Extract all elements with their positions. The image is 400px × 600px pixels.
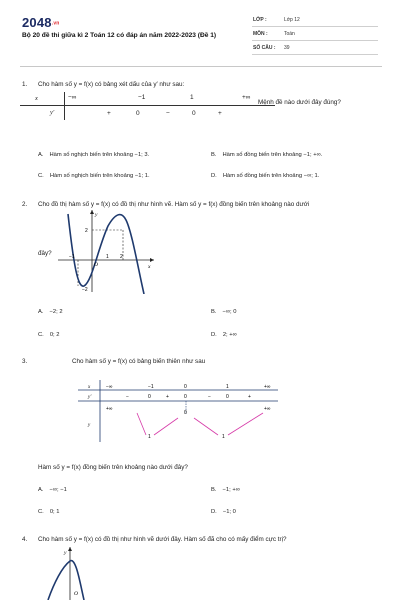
table-cell: 1 bbox=[226, 384, 229, 390]
option-text: Hàm số nghịch biến trên khoảng −1; 3. bbox=[49, 152, 150, 158]
origin-label: O bbox=[74, 591, 78, 597]
table-cell: 0 bbox=[148, 394, 151, 400]
question-text-continued: đây? bbox=[38, 250, 52, 257]
option-key: D. bbox=[211, 173, 217, 179]
meta-value-class: Lớp 12 bbox=[284, 17, 300, 23]
table-cell: −1 bbox=[138, 94, 146, 101]
origin-label: O bbox=[94, 262, 98, 268]
logo-suffix: .vn bbox=[51, 20, 60, 27]
table-cell: 0 bbox=[184, 394, 187, 400]
option-text: −1; 0 bbox=[222, 509, 236, 515]
option-text: −∞; 0 bbox=[222, 309, 237, 315]
table-cell: 0 bbox=[226, 394, 229, 400]
meta-value-subject: Toán bbox=[284, 31, 295, 37]
option-key: D. bbox=[211, 332, 217, 338]
answer-option-b[interactable] bbox=[211, 309, 236, 315]
x-axis-arrow bbox=[150, 258, 154, 262]
axis-label-y: y bbox=[95, 212, 98, 218]
option-text: 0; 2 bbox=[49, 332, 60, 338]
table-cell: + bbox=[248, 394, 251, 400]
answer-option-b[interactable] bbox=[211, 487, 240, 493]
table-row-label: y′ bbox=[88, 395, 92, 400]
axis-label-y: y bbox=[64, 550, 67, 556]
table-cell: −∞ bbox=[106, 384, 113, 390]
table-cell: + bbox=[166, 394, 169, 400]
arrow-decrease bbox=[194, 418, 218, 435]
arrow-increase bbox=[154, 418, 178, 435]
answer-option-d[interactable] bbox=[211, 332, 237, 338]
table-cell: + bbox=[107, 110, 111, 117]
variation-table bbox=[78, 380, 283, 444]
answer-option-d[interactable] bbox=[211, 173, 319, 179]
logo-text: 2048 bbox=[22, 15, 52, 30]
site-logo[interactable] bbox=[22, 15, 60, 30]
answer-option-a[interactable] bbox=[38, 309, 63, 315]
answer-option-b[interactable] bbox=[211, 152, 322, 158]
table-cell: +∞ bbox=[106, 406, 113, 412]
tick-label: 1 bbox=[106, 254, 109, 260]
option-key: D. bbox=[211, 509, 217, 515]
axis-label-x: x bbox=[148, 264, 151, 270]
table-cell: 1 bbox=[222, 434, 225, 440]
option-text: Hàm số đồng biến trên khoảng −1; +∞. bbox=[222, 152, 323, 158]
option-key: C. bbox=[38, 173, 44, 179]
option-key: B. bbox=[211, 309, 217, 315]
table-row-label: y′ bbox=[50, 109, 55, 116]
answer-option-a[interactable] bbox=[38, 152, 149, 158]
question-ask: Mệnh đề nào dưới đây đúng? bbox=[258, 99, 341, 106]
meta-label-count: SỐ CÂU : bbox=[253, 45, 276, 51]
table-cell: 0 bbox=[184, 384, 187, 390]
option-key: A. bbox=[38, 487, 44, 493]
answer-option-a[interactable] bbox=[38, 487, 67, 493]
table-cell: − bbox=[166, 110, 170, 117]
question-text: Cho hàm số y = f(x) có bảng biến thiên như sau bbox=[72, 358, 206, 365]
meta-label-class: LỚP : bbox=[253, 17, 267, 23]
table-cell: − bbox=[208, 394, 211, 400]
meta-value-count: 39 bbox=[284, 45, 290, 51]
option-text: −1; +∞ bbox=[222, 487, 240, 493]
header-divider bbox=[20, 66, 382, 67]
answer-option-d[interactable] bbox=[211, 509, 236, 515]
table-row-label: y bbox=[88, 423, 91, 428]
y-axis-arrow bbox=[90, 210, 94, 214]
table-cell: 1 bbox=[190, 94, 194, 101]
table-cell: −∞ bbox=[68, 94, 77, 101]
table-cell: +∞ bbox=[264, 384, 271, 390]
table-cell: +∞ bbox=[242, 94, 251, 101]
option-text: Hàm số nghịch biến trên khoảng −1; 1. bbox=[49, 173, 150, 179]
arrow-decrease bbox=[137, 413, 146, 435]
function-graph bbox=[40, 543, 120, 600]
question-number: 1. bbox=[22, 81, 28, 88]
table-cell: 0 bbox=[192, 110, 196, 117]
meta-divider bbox=[252, 54, 378, 55]
table-cell: 0 bbox=[136, 110, 140, 117]
function-curve bbox=[48, 561, 84, 600]
table-cell: −1 bbox=[148, 384, 154, 390]
document-title: Bộ 20 đề thi giữa kì 2 Toán 12 có đáp án năm 2022-2023 (Đề 1) bbox=[22, 32, 217, 39]
option-key: C. bbox=[38, 332, 44, 338]
table-divider bbox=[20, 105, 275, 106]
meta-divider bbox=[252, 40, 378, 41]
function-graph bbox=[58, 208, 158, 294]
tick-label: −2 bbox=[82, 287, 88, 293]
answer-option-c[interactable] bbox=[38, 173, 150, 179]
sign-table bbox=[20, 90, 280, 122]
option-key: B. bbox=[211, 487, 217, 493]
meta-divider bbox=[252, 26, 378, 27]
tick-label: 2 bbox=[120, 254, 123, 260]
table-divider bbox=[64, 92, 65, 120]
table-row-label: x bbox=[35, 95, 38, 102]
table-cell: − bbox=[126, 394, 129, 400]
question-number: 2. bbox=[22, 201, 28, 208]
y-axis-arrow bbox=[68, 547, 72, 551]
meta-label-subject: MÔN : bbox=[253, 31, 268, 37]
question-text: Cho hàm số y = f(x) có bảng xét dấu của y′ như sau: bbox=[38, 81, 185, 88]
question-text: Cho đồ thị hàm số y = f(x) có đồ thị như hình vẽ. Hàm số y = f(x) đồng biến trên khoảng nào dưới bbox=[38, 201, 310, 208]
option-text: −2; 2 bbox=[49, 309, 63, 315]
table-cell: 1 bbox=[148, 434, 151, 440]
option-text: Hàm số đồng biến trên khoảng −∞; 1. bbox=[222, 173, 320, 179]
table-cell: + bbox=[218, 110, 222, 117]
option-text: 2; +∞ bbox=[222, 332, 237, 338]
option-key: A. bbox=[38, 309, 44, 315]
option-text: 0; 1 bbox=[49, 509, 60, 515]
option-key: A. bbox=[38, 152, 44, 158]
question-ask: Hàm số y = f(x) đồng biến trên khoảng nào dưới đây? bbox=[38, 464, 188, 471]
table-row-label: x bbox=[88, 385, 91, 390]
answer-option-c[interactable] bbox=[38, 332, 59, 338]
answer-option-c[interactable] bbox=[38, 509, 59, 515]
table-cell: +∞ bbox=[264, 406, 271, 412]
question-text: Cho hàm số y = f(x) có đồ thị như hình vẽ dưới đây. Hàm số đã cho có mấy điểm cực trị? bbox=[38, 536, 287, 543]
tick-label: 2 bbox=[85, 228, 88, 234]
option-key: C. bbox=[38, 509, 44, 515]
question-number: 4. bbox=[22, 536, 28, 543]
question-number: 3. bbox=[22, 358, 28, 365]
arrow-increase bbox=[228, 413, 263, 435]
tick-label: −1 bbox=[69, 254, 75, 260]
table-cell: 0 bbox=[184, 410, 187, 416]
option-text: −∞; −1 bbox=[49, 487, 67, 493]
option-key: B. bbox=[211, 152, 217, 158]
